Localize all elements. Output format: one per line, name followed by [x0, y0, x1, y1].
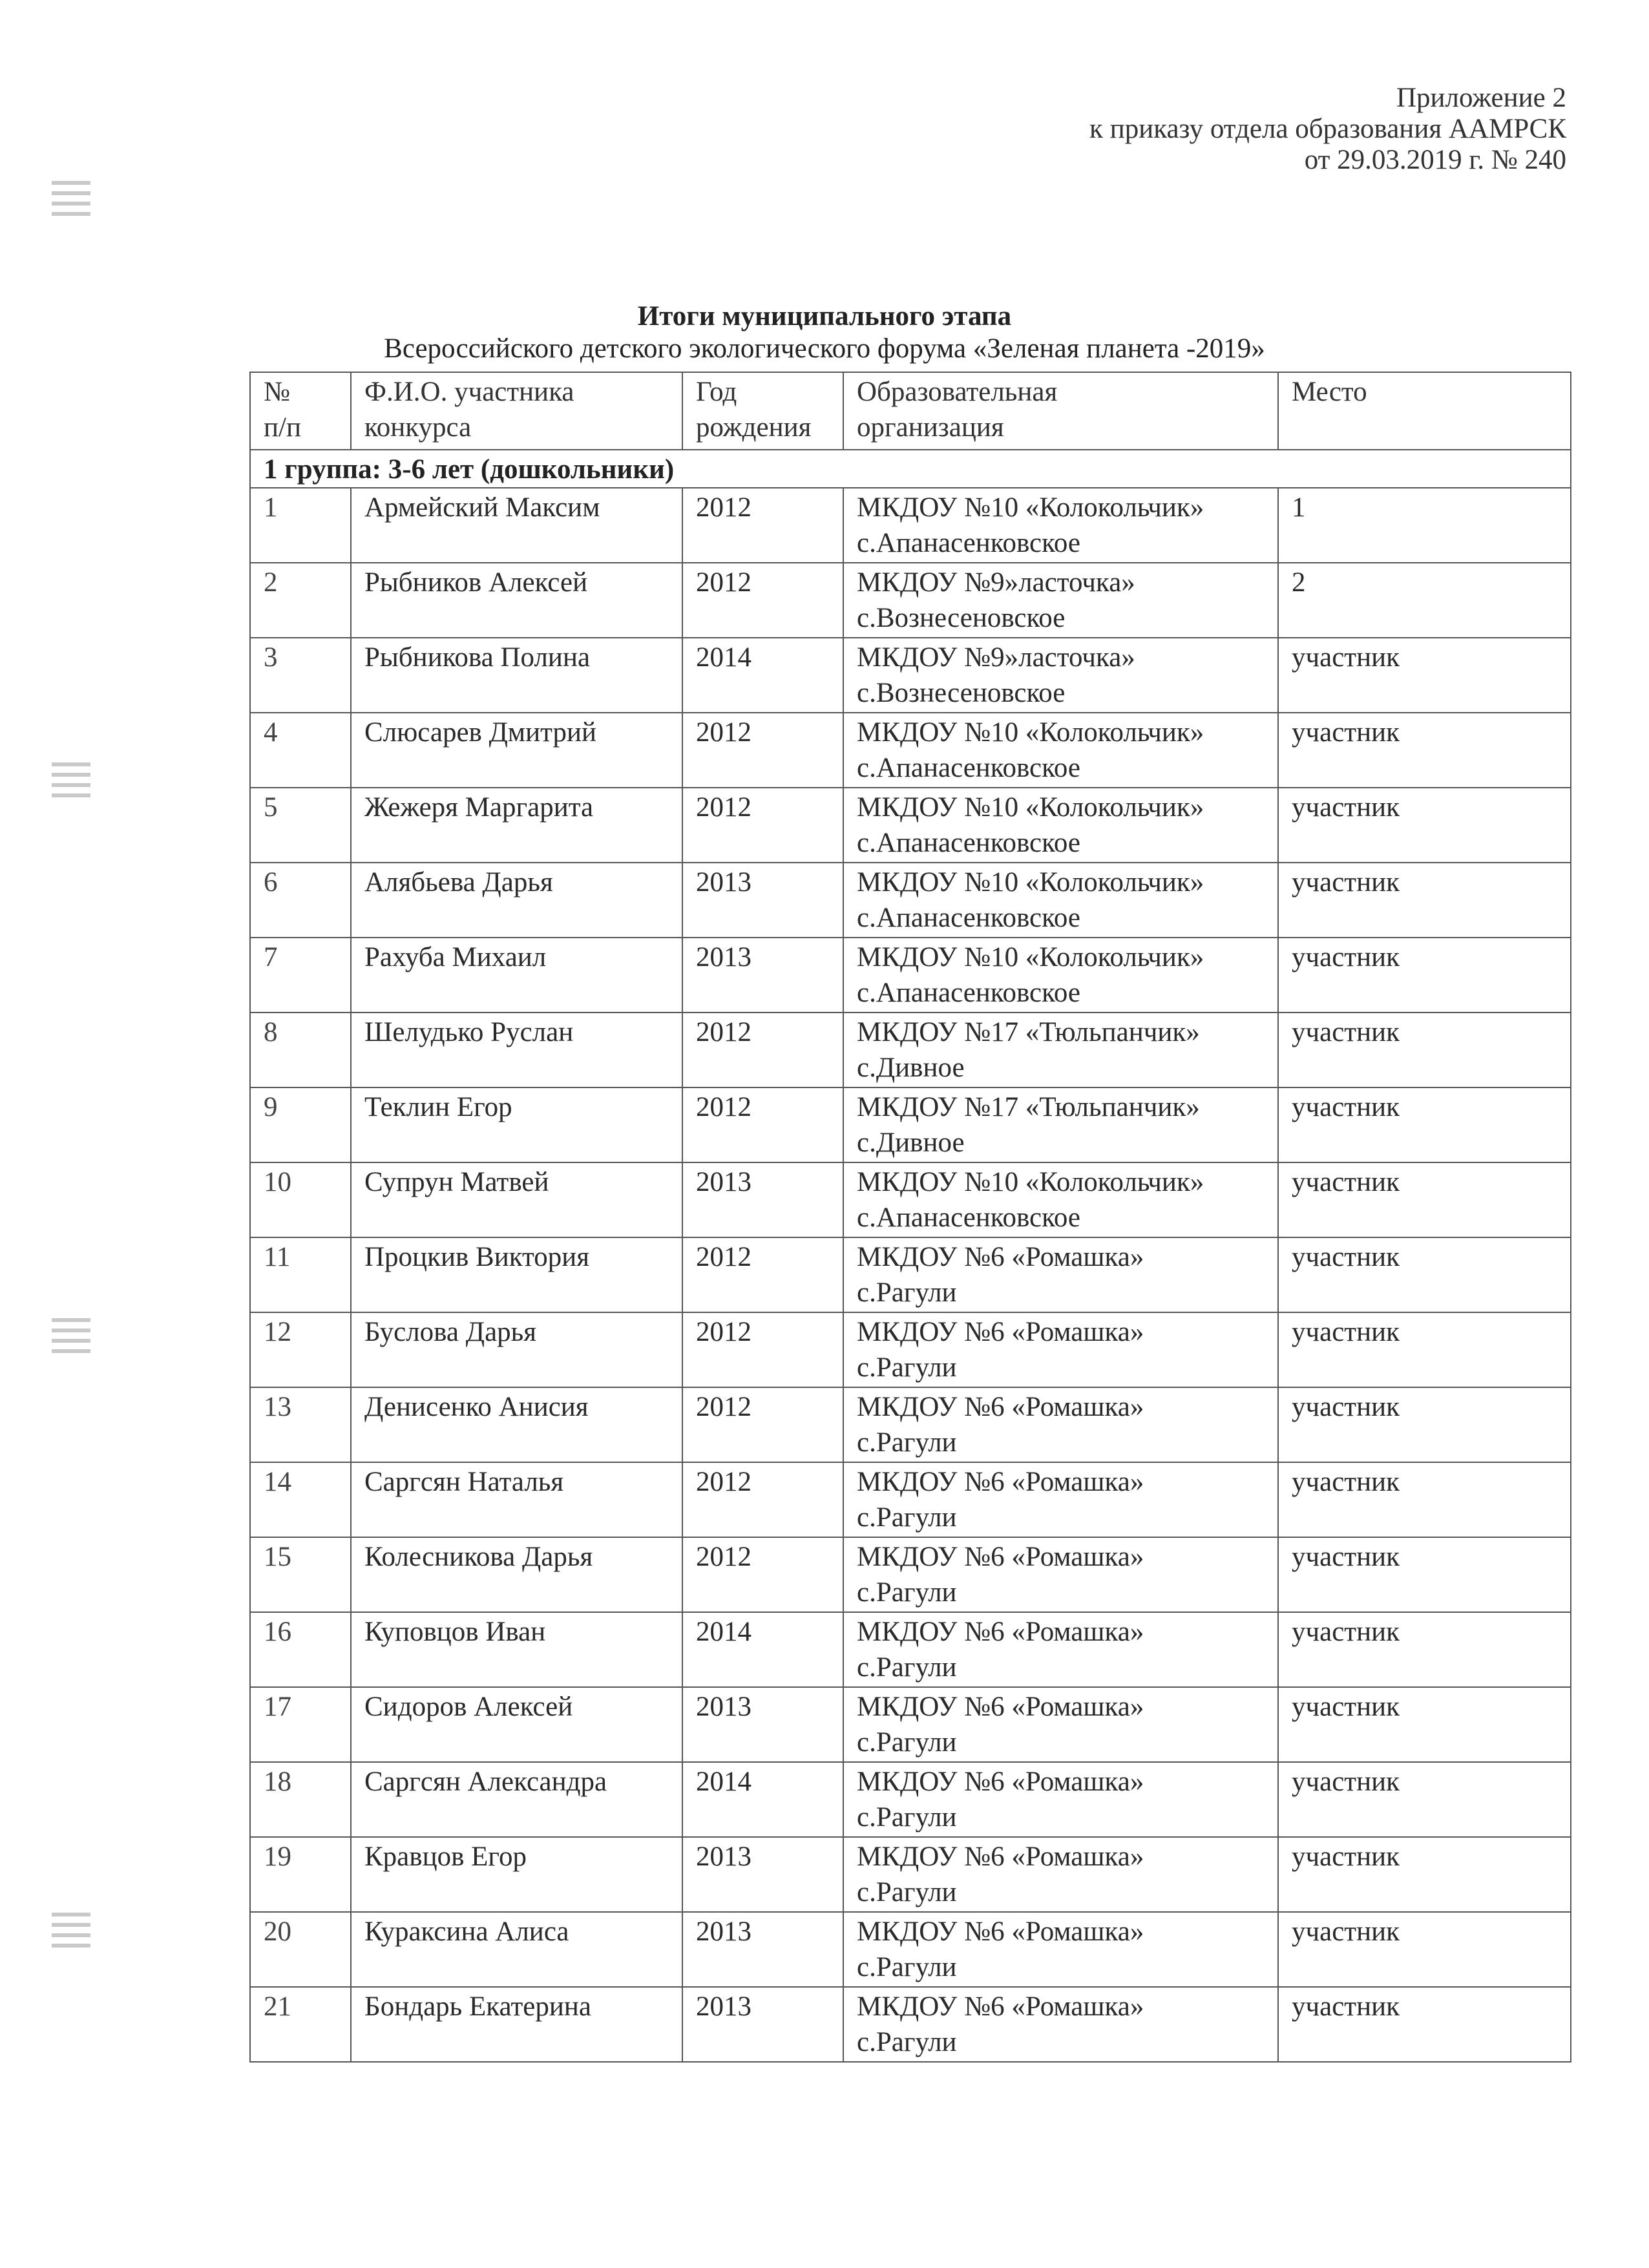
table-row	[250, 863, 1571, 938]
cell-name-name: Колесникова Дарья	[364, 1542, 593, 1572]
cell-name	[351, 1537, 682, 1612]
table-row	[250, 1612, 1571, 1687]
cell-organization-org: МКДОУ №6 «Ромашка»	[857, 1842, 1144, 1872]
cell-number	[250, 1912, 351, 1987]
cell-name-name: Буслова Дарья	[364, 1317, 537, 1347]
cell-name-name: Жежеря Маргарита	[364, 792, 594, 823]
cell-name-name: Супрун Матвей	[364, 1167, 549, 1197]
cell-name	[351, 1237, 682, 1312]
cell-number-n: 8	[264, 1017, 278, 1047]
cell-name-name: Куповцов Иван	[364, 1617, 546, 1647]
cell-name-name: Рахуба Михаил	[364, 942, 547, 972]
table-row	[250, 1312, 1571, 1387]
cell-year	[682, 713, 843, 788]
cell-organization-village: с.Рагули	[857, 1277, 957, 1308]
cell-year	[682, 1837, 843, 1912]
cell-place-place: участник	[1292, 642, 1400, 673]
cell-number-n: 16	[264, 1617, 291, 1647]
cell-place-place: участник	[1292, 1317, 1400, 1347]
cell-organization-village: с.Апанасенковское	[857, 828, 1080, 858]
cell-organization-org: МКДОУ №6 «Ромашка»	[857, 1767, 1144, 1797]
cell-name-name: Денисенко Анисия	[364, 1392, 589, 1422]
cell-organization-org: МКДОУ №9»ласточка»	[857, 567, 1135, 598]
cell-place-place: участник	[1292, 1092, 1400, 1122]
cell-place	[1278, 1087, 1571, 1162]
cell-name	[351, 1762, 682, 1837]
cell-organization	[843, 1462, 1278, 1537]
cell-place-place: участник	[1292, 1467, 1400, 1497]
cell-number-n: 21	[264, 1991, 291, 2022]
header-organization: Образовательная организация	[843, 372, 1278, 450]
cell-year-year: 2013	[696, 1991, 751, 2022]
cell-organization	[843, 1612, 1278, 1687]
cell-name	[351, 1013, 682, 1087]
scan-marks-top	[52, 174, 142, 222]
cell-number-n: 4	[264, 717, 278, 748]
appendix-block	[1089, 83, 1566, 176]
table-row	[250, 563, 1571, 638]
cell-number-n: 11	[264, 1242, 291, 1272]
cell-organization-village: с.Рагули	[857, 2027, 957, 2057]
cell-organization-village: с.Рагули	[857, 1727, 957, 1758]
cell-name-name: Кравцов Егор	[364, 1842, 527, 1872]
cell-year	[682, 1237, 843, 1312]
cell-name-name: Армейский Максим	[364, 492, 600, 523]
cell-place-place: участник	[1292, 867, 1400, 898]
cell-place	[1278, 1387, 1571, 1462]
cell-organization-village: с.Дивное	[857, 1053, 965, 1083]
table-row	[250, 1987, 1571, 2062]
cell-organization-org: МКДОУ №10 «Колокольчик»	[857, 492, 1204, 523]
cell-year-year: 2013	[696, 1692, 751, 1722]
cell-organization-org: МКДОУ №6 «Ромашка»	[857, 1242, 1144, 1272]
cell-name	[351, 1162, 682, 1237]
cell-name-name: Сидоров Алексей	[364, 1692, 573, 1722]
cell-organization	[843, 638, 1278, 713]
cell-organization	[843, 488, 1278, 563]
cell-name	[351, 788, 682, 863]
cell-year-year: 2012	[696, 567, 751, 598]
cell-organization	[843, 1687, 1278, 1762]
cell-number	[250, 1087, 351, 1162]
cell-organization	[843, 1312, 1278, 1387]
table-row	[250, 1762, 1571, 1837]
cell-organization	[843, 1087, 1278, 1162]
cell-year	[682, 563, 843, 638]
cell-organization	[843, 563, 1278, 638]
cell-organization	[843, 1013, 1278, 1087]
cell-organization-org: МКДОУ №10 «Колокольчик»	[857, 867, 1204, 898]
header-year: Год рождения	[682, 372, 843, 450]
cell-year-year: 2013	[696, 1916, 751, 1947]
cell-organization-org: МКДОУ №6 «Ромашка»	[857, 1467, 1144, 1497]
cell-place	[1278, 1237, 1571, 1312]
cell-place-place: участник	[1292, 1542, 1400, 1572]
cell-organization-village: с.Апанасенковское	[857, 903, 1080, 933]
cell-name-name: Бондарь Екатерина	[364, 1991, 591, 2022]
cell-organization	[843, 1762, 1278, 1837]
cell-organization-village: с.Рагули	[857, 1652, 957, 1683]
cell-organization-village: с.Рагули	[857, 1877, 957, 1907]
cell-number-n: 18	[264, 1767, 291, 1797]
cell-year	[682, 638, 843, 713]
cell-year	[682, 1312, 843, 1387]
cell-organization-org: МКДОУ №6 «Ромашка»	[857, 1317, 1144, 1347]
table-row	[250, 1237, 1571, 1312]
cell-organization-org: МКДОУ №6 «Ромашка»	[857, 1991, 1144, 2022]
cell-place-place: участник	[1292, 1392, 1400, 1422]
cell-number	[250, 1762, 351, 1837]
cell-year	[682, 1912, 843, 1987]
cell-year	[682, 1612, 843, 1687]
cell-place-place: 1	[1292, 492, 1306, 523]
cell-year-year: 2012	[696, 1542, 751, 1572]
cell-year-year: 2012	[696, 1392, 751, 1422]
cell-number-n: 6	[264, 867, 278, 898]
document-subtitle: Всероссийского детского экологического форума «Зеленая планета -2019»	[384, 333, 1265, 364]
group-row	[250, 450, 1571, 488]
cell-year	[682, 1762, 843, 1837]
cell-place-place: участник	[1292, 1842, 1400, 1872]
cell-name-name: Шелудько Руслан	[364, 1017, 574, 1047]
cell-number	[250, 788, 351, 863]
cell-number	[250, 1162, 351, 1237]
cell-place	[1278, 1612, 1571, 1687]
cell-organization-org: МКДОУ №6 «Ромашка»	[857, 1392, 1144, 1422]
cell-number	[250, 1237, 351, 1312]
cell-organization	[843, 938, 1278, 1013]
table-row	[250, 1387, 1571, 1462]
appendix-line-3: от 29.03.2019 г. № 240	[1304, 145, 1566, 175]
cell-name-name: Кураксина Алиса	[364, 1916, 569, 1947]
cell-organization-org: МКДОУ №6 «Ромашка»	[857, 1542, 1144, 1572]
cell-organization-org: МКДОУ №10 «Колокольчик»	[857, 717, 1204, 748]
cell-organization-village: с.Апанасенковское	[857, 528, 1080, 558]
cell-number-n: 2	[264, 567, 278, 598]
cell-place-place: участник	[1292, 1991, 1400, 2022]
cell-place	[1278, 1013, 1571, 1087]
cell-name-name: Саргсян Наталья	[364, 1467, 564, 1497]
cell-organization-village: с.Вознесеновское	[857, 603, 1066, 633]
cell-place	[1278, 1837, 1571, 1912]
cell-organization-village: с.Апанасенковское	[857, 753, 1080, 783]
cell-year-year: 2012	[696, 492, 751, 523]
cell-number-n: 5	[264, 792, 278, 823]
cell-name	[351, 1462, 682, 1537]
cell-number	[250, 1687, 351, 1762]
cell-organization-org: МКДОУ №6 «Ромашка»	[857, 1617, 1144, 1647]
document-titles	[0, 300, 1649, 365]
cell-number-n: 17	[264, 1692, 291, 1722]
table-row	[250, 1013, 1571, 1087]
cell-number-n: 1	[264, 492, 278, 523]
header-place: Место	[1278, 372, 1571, 450]
cell-name-name: Рыбникова Полина	[364, 642, 591, 673]
cell-name	[351, 1987, 682, 2062]
cell-year	[682, 1987, 843, 2062]
cell-year	[682, 488, 843, 563]
cell-number	[250, 563, 351, 638]
cell-organization-village: с.Рагули	[857, 1577, 957, 1608]
cell-number-n: 13	[264, 1392, 291, 1422]
cell-number-n: 20	[264, 1916, 291, 1947]
cell-year-year: 2014	[696, 1617, 751, 1647]
cell-name-name: Саргсян Александра	[364, 1767, 607, 1797]
cell-organization-org: МКДОУ №6 «Ромашка»	[857, 1692, 1144, 1722]
scan-marks-middle	[52, 756, 142, 804]
cell-place	[1278, 638, 1571, 713]
cell-number-n: 7	[264, 942, 278, 972]
cell-year-year: 2013	[696, 942, 751, 972]
scan-marks-lower	[52, 1312, 142, 1360]
cell-year-year: 2012	[696, 1017, 751, 1047]
cell-number	[250, 1387, 351, 1462]
cell-organization	[843, 1162, 1278, 1237]
cell-name	[351, 563, 682, 638]
cell-name-name: Слюсарев Дмитрий	[364, 717, 596, 748]
cell-place	[1278, 1762, 1571, 1837]
cell-place-place: участник	[1292, 717, 1400, 748]
results-table	[249, 372, 1571, 2063]
cell-place	[1278, 563, 1571, 638]
cell-name	[351, 1387, 682, 1462]
cell-year-year: 2014	[696, 642, 751, 673]
cell-year-year: 2014	[696, 1767, 751, 1797]
cell-year-year: 2012	[696, 1317, 751, 1347]
cell-year	[682, 1687, 843, 1762]
cell-place-place: участник	[1292, 792, 1400, 823]
cell-name	[351, 1312, 682, 1387]
cell-place	[1278, 1537, 1571, 1612]
cell-place	[1278, 1912, 1571, 1987]
cell-organization-org: МКДОУ №10 «Колокольчик»	[857, 1167, 1204, 1197]
cell-organization-village: с.Апанасенковское	[857, 978, 1080, 1008]
cell-year-year: 2012	[696, 1092, 751, 1122]
cell-number-n: 15	[264, 1542, 291, 1572]
cell-name	[351, 713, 682, 788]
cell-year	[682, 1462, 843, 1537]
cell-year	[682, 938, 843, 1013]
document-title: Итоги муниципального этапа	[637, 301, 1012, 331]
cell-place-place: участник	[1292, 1692, 1400, 1722]
cell-place	[1278, 863, 1571, 938]
cell-number-n: 10	[264, 1167, 291, 1197]
cell-organization	[843, 1537, 1278, 1612]
cell-organization	[843, 713, 1278, 788]
cell-year-year: 2012	[696, 792, 751, 823]
appendix-line-1: Приложение 2	[1396, 83, 1566, 113]
cell-name-name: Процкив Виктория	[364, 1242, 590, 1272]
cell-year	[682, 1387, 843, 1462]
cell-name	[351, 863, 682, 938]
cell-name-name: Рыбников Алексей	[364, 567, 588, 598]
scan-marks-bottom	[52, 1906, 142, 1954]
table-row	[250, 1537, 1571, 1612]
cell-organization	[843, 863, 1278, 938]
cell-number-n: 12	[264, 1317, 291, 1347]
cell-year	[682, 1013, 843, 1087]
cell-organization-org: МКДОУ №17 «Тюльпанчик»	[857, 1017, 1200, 1047]
cell-year	[682, 1537, 843, 1612]
cell-year-year: 2013	[696, 867, 751, 898]
cell-number	[250, 1312, 351, 1387]
header-name: Ф.И.О. участника конкурса	[351, 372, 682, 450]
group-label: 1 группа: 3-6 лет (дошкольники)	[250, 450, 1571, 488]
cell-organization-org: МКДОУ №9»ласточка»	[857, 642, 1135, 673]
cell-place	[1278, 938, 1571, 1013]
cell-place	[1278, 1687, 1571, 1762]
table-row	[250, 713, 1571, 788]
cell-year-year: 2012	[696, 717, 751, 748]
cell-organization	[843, 788, 1278, 863]
table-row	[250, 1687, 1571, 1762]
cell-organization-village: с.Дивное	[857, 1128, 965, 1158]
cell-place	[1278, 1462, 1571, 1537]
cell-number-n: 19	[264, 1842, 291, 1872]
cell-organization-village: с.Вознесеновское	[857, 678, 1066, 708]
cell-name	[351, 1912, 682, 1987]
cell-name	[351, 638, 682, 713]
cell-organization-village: с.Рагули	[857, 1427, 957, 1458]
cell-number	[250, 1462, 351, 1537]
cell-number	[250, 1987, 351, 2062]
cell-name	[351, 1087, 682, 1162]
cell-place	[1278, 1987, 1571, 2062]
cell-place-place: участник	[1292, 1167, 1400, 1197]
cell-year	[682, 788, 843, 863]
cell-organization-village: с.Рагули	[857, 1352, 957, 1383]
table-row	[250, 1912, 1571, 1987]
cell-number	[250, 1612, 351, 1687]
cell-organization	[843, 1987, 1278, 2062]
cell-organization-org: МКДОУ №10 «Колокольчик»	[857, 942, 1204, 972]
table-row	[250, 1162, 1571, 1237]
cell-place	[1278, 1162, 1571, 1237]
cell-year-year: 2012	[696, 1467, 751, 1497]
cell-year	[682, 863, 843, 938]
cell-organization-village: с.Рагули	[857, 1952, 957, 1982]
table-row	[250, 638, 1571, 713]
cell-name-name: Теклин Егор	[364, 1092, 512, 1122]
cell-place	[1278, 1312, 1571, 1387]
table-row	[250, 788, 1571, 863]
header-number: № п/п	[250, 372, 351, 450]
table-row	[250, 488, 1571, 563]
table-row	[250, 938, 1571, 1013]
cell-number	[250, 1537, 351, 1612]
cell-year	[682, 1087, 843, 1162]
cell-place-place: участник	[1292, 942, 1400, 972]
cell-organization-village: с.Апанасенковское	[857, 1202, 1080, 1233]
cell-place-place: 2	[1292, 567, 1306, 598]
cell-place-place: участник	[1292, 1767, 1400, 1797]
cell-organization	[843, 1912, 1278, 1987]
appendix-line-2: к приказу отдела образования ААМРСК	[1089, 114, 1566, 144]
cell-place-place: участник	[1292, 1916, 1400, 1947]
cell-place	[1278, 788, 1571, 863]
cell-number	[250, 1837, 351, 1912]
cell-year	[682, 1162, 843, 1237]
cell-organization-org: МКДОУ №10 «Колокольчик»	[857, 792, 1204, 823]
cell-place-place: участник	[1292, 1242, 1400, 1272]
cell-number	[250, 938, 351, 1013]
cell-organization-org: МКДОУ №17 «Тюльпанчик»	[857, 1092, 1200, 1122]
table-header-row	[250, 372, 1571, 450]
cell-number-n: 3	[264, 642, 278, 673]
cell-name-name: Алябьева Дарья	[364, 867, 553, 898]
cell-place	[1278, 713, 1571, 788]
cell-place	[1278, 488, 1571, 563]
cell-organization	[843, 1837, 1278, 1912]
cell-name	[351, 1687, 682, 1762]
cell-name	[351, 488, 682, 563]
cell-organization-village: с.Рагули	[857, 1502, 957, 1533]
cell-number	[250, 1013, 351, 1087]
cell-number-n: 9	[264, 1092, 278, 1122]
table-row	[250, 1462, 1571, 1537]
cell-place-place: участник	[1292, 1017, 1400, 1047]
cell-number	[250, 488, 351, 563]
table-row	[250, 1837, 1571, 1912]
cell-organization-org: МКДОУ №6 «Ромашка»	[857, 1916, 1144, 1947]
cell-place-place: участник	[1292, 1617, 1400, 1647]
cell-organization	[843, 1237, 1278, 1312]
cell-number	[250, 863, 351, 938]
cell-organization-village: с.Рагули	[857, 1802, 957, 1832]
cell-name	[351, 1612, 682, 1687]
cell-year-year: 2013	[696, 1842, 751, 1872]
cell-number-n: 14	[264, 1467, 291, 1497]
cell-name	[351, 938, 682, 1013]
cell-name	[351, 1837, 682, 1912]
cell-organization	[843, 1387, 1278, 1462]
cell-year-year: 2013	[696, 1167, 751, 1197]
table-row	[250, 1087, 1571, 1162]
cell-number	[250, 638, 351, 713]
cell-year-year: 2012	[696, 1242, 751, 1272]
cell-number	[250, 713, 351, 788]
